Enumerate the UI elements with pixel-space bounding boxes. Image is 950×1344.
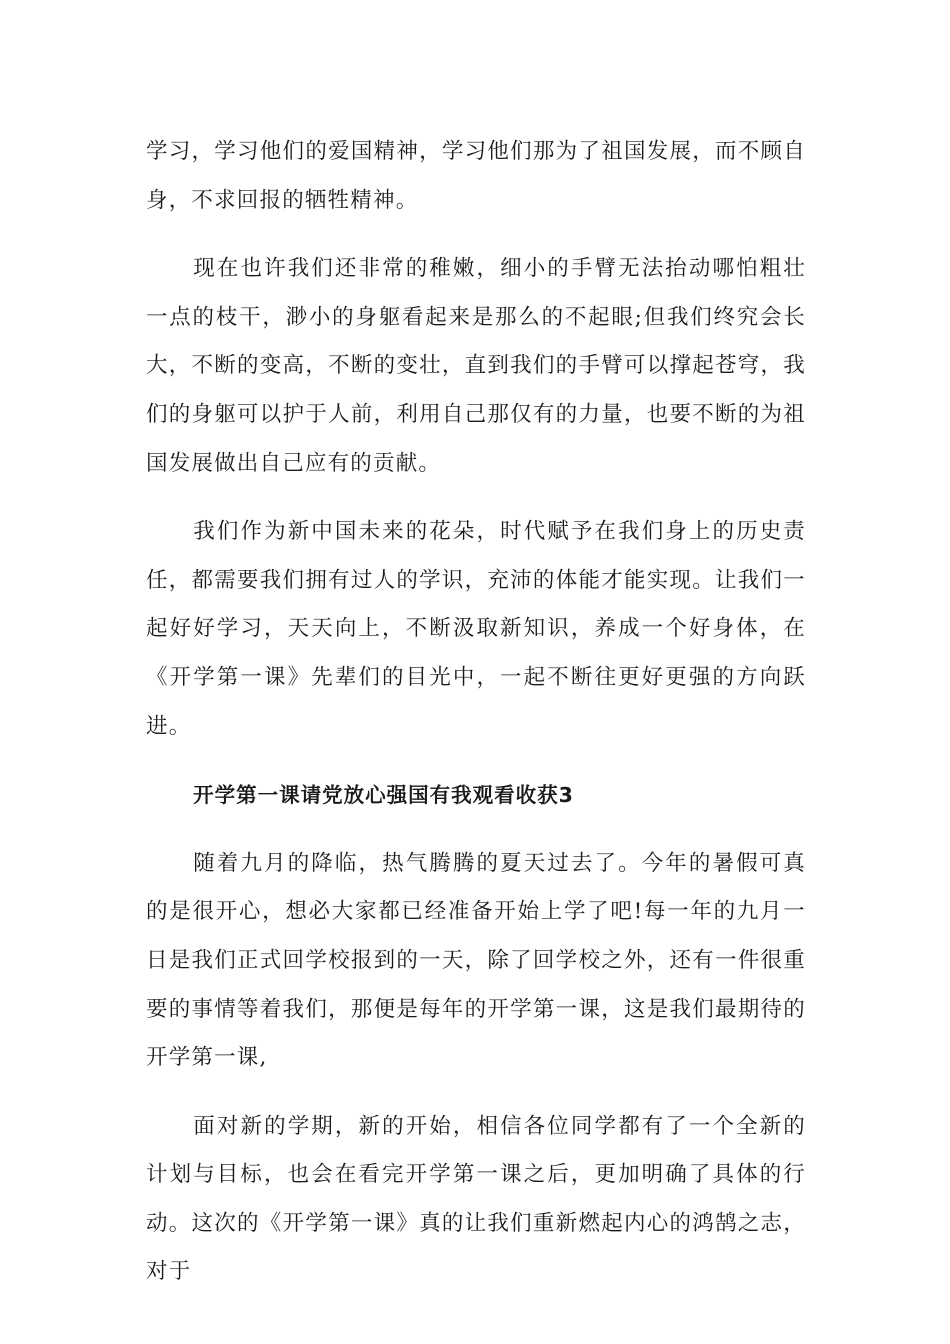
- document-page: [146, 128, 806, 1317]
- section-heading: 开学第一课请党放心强国有我观看收获3: [193, 783, 574, 808]
- paragraph-2: 现在也许我们还非常的稚嫩，细小的手臂无法抬动哪怕粗壮一点的枝干，渺小的身躯看起来是那么的不起眼;但我们终究会长大，不断的变高，不断的变壮，直到我们的手臂可以撑起苍穹，我们的身躯可以护于人前，利用自己那仅有的力量，也要不断的为祖国发展做出自己应有的贡献。: [146, 256, 806, 476]
- paragraph-3: 我们作为新中国未来的花朵，时代赋予在我们身上的历史责任，都需要我们拥有过人的学识，充沛的体能才能实现。让我们一起好好学习，天天向上，不断汲取新知识，养成一个好身体，在《开学第一课》先辈们的目光中，一起不断往更好更强的方向跃进。: [146, 519, 806, 739]
- paragraph-1: 学习，学习他们的爱国精神，学习他们那为了祖国发展，而不顾自身，不求回报的牺牲精神。: [146, 139, 806, 213]
- paragraph-5: 面对新的学期，新的开始，相信各位同学都有了一个全新的计划与目标，也会在看完开学第一课之后，更加明确了具体的行动。这次的《开学第一课》真的让我们重新燃起内心的鸿鹄之志，对于: [146, 1113, 806, 1285]
- paragraph-4: 随着九月的降临，热气腾腾的夏天过去了。今年的暑假可真的是很开心，想必大家都已经准备开始上学了吧!每一年的九月一日是我们正式回学校报到的一天，除了回学校之外，还有一件很重要的事情等着我们，那便是每年的开学第一课，这是我们最期待的开学第一课,: [146, 850, 806, 1071]
